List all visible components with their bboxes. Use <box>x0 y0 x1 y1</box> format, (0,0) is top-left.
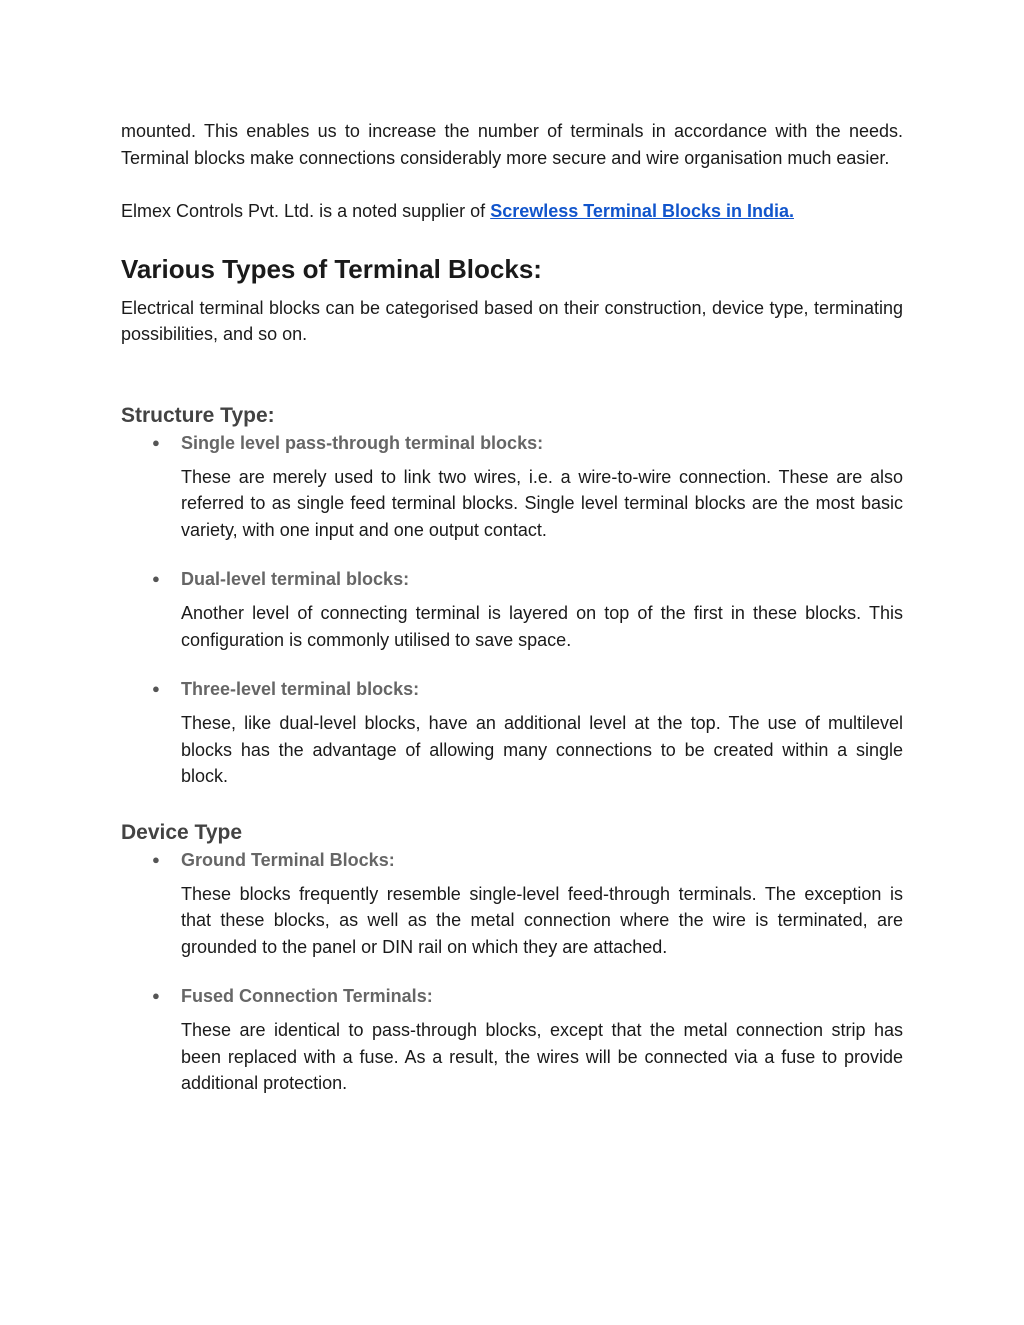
document-page <box>121 118 903 1097</box>
item-description: Another level of connecting terminal is layered on top of the first in these blocks. This configuration is commonly utilised to save space. <box>181 603 903 650</box>
item-title: Dual-level terminal blocks: <box>181 569 410 589</box>
item-description: These are identical to pass-through blocks, except that the metal connection strip has been replaced with a fuse. As a result, the wires will be connected via a fuse to provide additional protection. <box>181 1020 903 1093</box>
supplier-text: Elmex Controls Pvt. Ltd. is a noted supplier of <box>121 201 491 221</box>
item-description: These blocks frequently resemble single-level feed-through terminals. The exception is that these blocks, as well as the metal connection where the wire is terminated, are grounded to the panel or DIN rail on which they are attached. <box>181 883 903 957</box>
item-title: Single level pass-through terminal blocks: <box>181 432 544 453</box>
bullet-icon: ● <box>152 681 160 696</box>
screwless-terminal-blocks-link[interactable]: Screwless Terminal Blocks in India. <box>490 201 794 221</box>
item-title: Three-level terminal blocks: <box>181 679 420 699</box>
bullet-icon: ● <box>152 988 160 1003</box>
item-title: Ground Terminal Blocks: <box>181 849 395 870</box>
list-item <box>121 430 903 544</box>
item-title: Fused Connection Terminals: <box>181 986 433 1006</box>
list-item <box>121 566 903 653</box>
item-description: These, like dual-level blocks, have an additional level at the top. The use of multilevel blocks has the advantage of allowing many connections to be created within a single block. <box>181 713 903 786</box>
list-item <box>121 676 903 790</box>
device-type-list <box>121 847 903 1097</box>
item-description: These are merely used to link two wires, i.e. a wire-to-wire connection. These are also referred to as single feed terminal blocks. Single level terminal blocks are the most basic variety, with one input and one output contact. <box>181 466 903 540</box>
structure-type-heading: Structure Type: <box>121 403 275 427</box>
device-type-heading: Device Type <box>121 820 243 844</box>
bullet-icon: ● <box>152 434 160 450</box>
structure-type-list <box>121 430 903 790</box>
list-item <box>121 983 903 1097</box>
intro-paragraph: mounted. This enables us to increase the number of terminals in accordance with the needs. Terminal blocks make connections considerably more secure and wire organisation much easier. <box>121 121 903 168</box>
list-item <box>121 847 903 961</box>
bullet-icon: ● <box>152 571 160 586</box>
bullet-icon: ● <box>152 851 160 867</box>
types-heading: Various Types of Terminal Blocks: <box>121 253 542 284</box>
types-description: Electrical terminal blocks can be categorised based on their construction, device type, terminating possibilities, and so on. <box>121 297 903 344</box>
supplier-paragraph <box>121 198 903 225</box>
